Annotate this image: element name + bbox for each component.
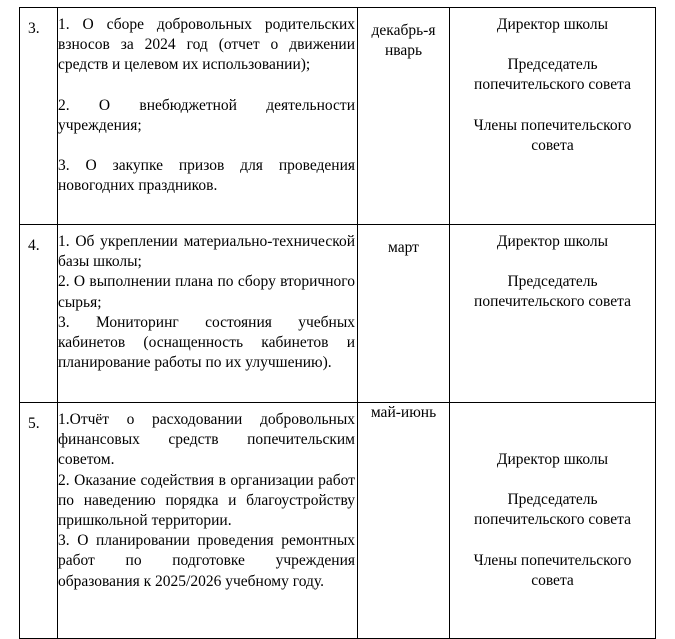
term-cell xyxy=(358,8,450,225)
responsible-cell xyxy=(450,403,656,639)
term-text: декабрь-январь xyxy=(371,22,436,60)
responsible-person: Председатель попечительского совета xyxy=(474,491,631,529)
responsible-person: Директор школы xyxy=(496,450,609,468)
responsible-cell xyxy=(450,8,656,225)
agenda-item: 3. О закупке призов для проведения новогодних праздников. xyxy=(58,157,355,195)
term-cell: март xyxy=(358,225,450,403)
agenda-item: 2. О внебюджетной деятельности учреждения; xyxy=(58,96,355,134)
plan-table xyxy=(19,7,656,639)
responsible-person: Члены попечительского совета xyxy=(473,116,632,154)
agenda-item: 1. О сборе добровольных родительских взносов за 2024 год (отчет о движении средств и целевом их использовании); xyxy=(58,16,355,74)
responsible-person: Директор школы xyxy=(496,233,609,250)
agenda-item: 3. О планировании проведения ремонтных работ по подготовке учреждения образования к 2025/2026 учебному году. xyxy=(58,532,355,590)
responsible-person: Члены попечительского совета xyxy=(473,551,632,589)
agenda-item: 1.Отчёт о расходовании добровольных финансовых средств попечительским советом. xyxy=(58,411,355,469)
agenda-topics xyxy=(58,403,358,639)
agenda-item: 2. О выполнении плана по сбору вторичного сырья; xyxy=(58,273,355,311)
responsible-person: Председатель попечительского совета xyxy=(474,56,631,94)
row-number: 3. xyxy=(20,8,58,225)
table-row xyxy=(20,403,656,639)
agenda-topics xyxy=(58,8,358,225)
table-row xyxy=(20,225,656,403)
row-number: 5. xyxy=(20,403,58,639)
term-cell: май-июнь xyxy=(358,403,450,639)
responsible-person: Директор школы xyxy=(496,16,609,33)
agenda-topics xyxy=(58,225,358,403)
agenda-item: 2. Оказание содействия в организации работ по наведению порядка и благоустройству пришкольной территории. xyxy=(58,471,355,530)
table-row xyxy=(20,8,656,225)
responsible-person: Председатель попечительского совета xyxy=(474,273,631,311)
row-number: 4. xyxy=(20,225,58,403)
responsible-cell xyxy=(450,225,656,403)
agenda-item: 3. Мониторинг состояния учебных кабинетов (оснащенность кабинетов и планирование работы по их улучшению). xyxy=(58,313,355,372)
agenda-item: 1. Об укреплении материально-технической базы школы; xyxy=(58,233,355,271)
